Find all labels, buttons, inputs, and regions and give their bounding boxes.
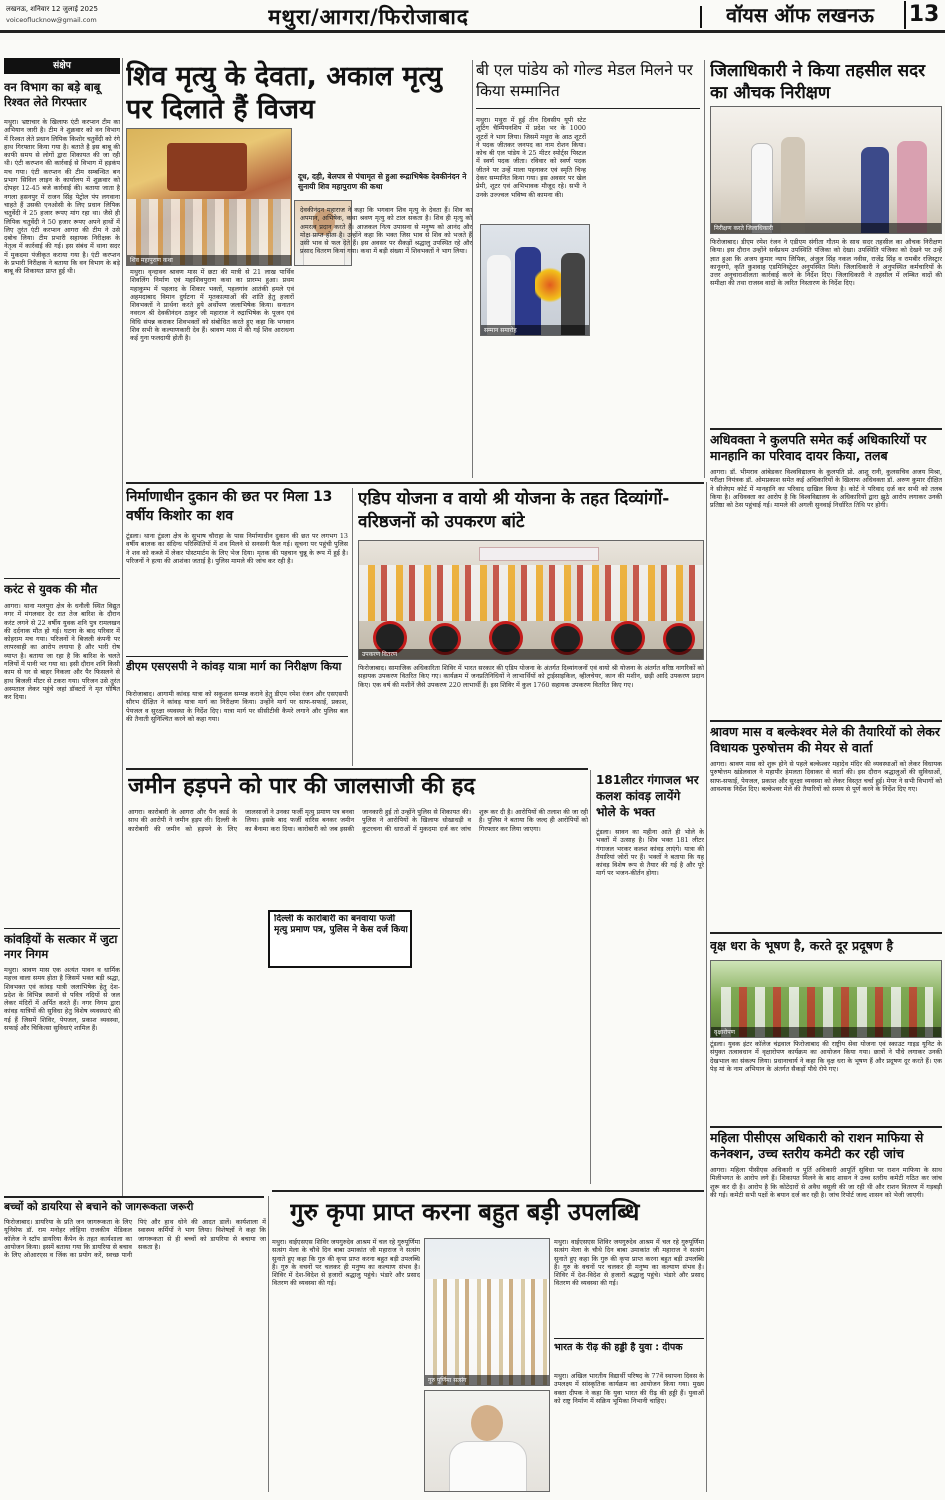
guru-left-rule (268, 1196, 269, 1492)
pandey-photo-caption: सम्मान समारोह (481, 325, 589, 335)
brief2-headline: करंट से युवक की मौत (4, 582, 98, 596)
youth-headline: भारत के रीढ़ की हड्डी है युवा : दीपक (554, 1342, 683, 1353)
pcs-headline: महिला पीसीएस अधिकारी को राशन माफिया से कनेक्शन, उच्च स्तरीय कमेटी कर रही जांच (710, 1130, 924, 1161)
fraud-headline: जमीन हड़पने को पार की जालसाजी की हद (128, 774, 476, 799)
lead-body-1: मथुरा। वृन्दावन श्रावण मास में छटा की मात्री से 21 लाख पार्थिव शिवलिंग निर्माण एवं महाशिवपुराण कथा का प्रारम्भ हुआ। प्रथम महाकुम्भ में पहलाद के शिकार भक्तों, पहलगांव आतंकी हमले एवं अहमदाबाद विमान दुर्घटना में मृतकात्माओं की शांति हेतु हजारों शिवभक्तों ने प्रार्थना करते हुये अर्थोपण जलाभिषेक किया। सनातन नवरत्न श्री देवकीनंदन ठाकुर जी महाराज ने रुद्राभिषेक के पूजन एवं विधि संपन्न कराकर शिवभक्तों को संबोधित करते हुए कहा कि भगवान शिव सभी के कल्याणकारी देव हैं। श्रावण मास में की गई शिव आराधना कई गुना फलदायी होती है। (130, 268, 294, 343)
middle-band-rule (126, 482, 704, 484)
sidebar-divider-2 (4, 928, 120, 929)
tree-bottom-rule (710, 1126, 942, 1128)
dm-headline: जिलाधिकारी ने किया तहसील सदर का औचक निरीक्षण (710, 61, 926, 103)
dm-photo-caption: निरीक्षण करते जिलाधिकारी (711, 223, 941, 233)
tree-photo (710, 960, 942, 1038)
lead-photo-caption: शिव महापुराण कथा (127, 255, 291, 265)
person-3 (561, 253, 585, 336)
gangajal-headline: 181लीटर गंगाजल भर कलश कांवड़ लायेंगे भोले के भक्त (596, 773, 699, 819)
guru-headline: गुरु कृपा प्राप्त करना बहुत बड़ी उपलब्धि (290, 1198, 640, 1226)
guru-body: मथुरा। वाईएसएस शिविर जयगुरुदेव आश्रम में चल रहे गुरुपूर्णिमा सत्संग मेला के चौथे दिन बाबा उमाकांत जी महाराज ने सत्संग सुनाते हुए कहा कि गुरु की कृपा प्राप्त करना बहुत बड़ी उपलब्धि है। गुरु के वचनों पर चलकर ही मनुष्य का कल्याण संभव है। शिविर में देश-विदेश से हजारों श्रद्धालु पहुंचे। भंडारे और प्रसाद वितरण की व्यवस्था की गई। (272, 1238, 420, 1288)
lead-photo (126, 128, 292, 266)
pandey-rule (476, 108, 700, 109)
brief3-body: मथुरा। श्रावण मास एक अत्यंत पावन व धार्मिक महत्त्व वाला समय होता है जिसमें भक्त बड़ी श्रद्धा, शिवभक्त एवं कांवड़ यात्री जलाभिषेक हेतु देश-प्रदेश के विभिन्न स्थानों से पवित्र नदियों से जल लेकर मंदिरों में अर्पित करते हैं। नगर निगम द्वारा कांवड़ यात्रियों की सुविधा हेतु विशेष व्यवस्थाएं की गई हैं जिसमें शिविर, पेयजल, प्रकाश व्यवस्था, सफाई और चिकित्सा सुविधाएं शामिल हैं। (4, 966, 120, 1033)
brief1-body: मथुरा। भ्रष्टाचार के खिलाफ एंटी करप्शन टीम का अभियान जारी है। टीम ने शुक्रवार को वन विभाग में रिश्वत लेते प्रधान लिपिक किशोर चतुर्वेदी को रंगे हाथ गिरफ्तार किया गया है। बताते है इस बाबू की काफी समय से लोगों द्वारा शिकायत की जा रही थी। एंटी करप्शन की कार्रवाई से विभाग में हड़कंप मच गया। एंटी करप्शन की टीम सम्बन्धित बन प्रभाग सिविल लाइन के कार्यालय में शुक्रवार को दोपहर 12-45 बजे कार्रवाई की। बताया जाता है नगला हसनपुर में राजन सिंह पेट्रोल पंप लगवाना चाहते हैं उसकी एनओसी के लिए प्रधान लिपिक चतुर्वेदी ने 25 हजार रूपए मांग रहा था। जैसे ही लिपिक चतुर्वेदी ने 50 हजार रूपए अपने हाथों में लिए तुरंत एंटी करप्शन आगरा की टीम ने उसे दबोच लिया। टीम प्रभारी सहायक निरीक्षक के नेतृत्व में कार्रवाई की गई। इस संबंध में थाना सदर में मुकदमा पंजीकृत कराया गया है। एंटी करप्शन के प्रभारी निरीक्षक ने बताया कि वन विभाग के बड़े बाबू की शिकायत प्राप्त हुई थी। (4, 118, 120, 276)
adip-photo (358, 540, 704, 660)
vc-body: आगरा। डॉ. भीमराव आंबेडकर विश्वविद्यालय के कुलपति प्रो. आशु रानी, कुलसचिव अजय मिश्रा, परीक्षा नियंत्रक डॉ. ओमप्रकाश समेत कई अधिकारियों के खिलाफ अधिवक्ता डॉ. अरुण कुमार दीक्षित ने सीजेएम कोर्ट में मानहानि का परिवाद दाखिल किया है। कोर्ट ने परिवाद दर्ज कर सभी को तलब किया है। अधिवक्ता का आरोप है कि विश्वविद्यालय के अधिकारियों द्वारा झूठे आरोप लगाकर उनकी प्रतिष्ठा को ठेस पहुंचाई गई। मामले की अगली सुनवाई निर्धारित तिथि पर होगी। (710, 468, 942, 510)
adip-photo-caption: उपकरण वितरण (359, 649, 703, 659)
guru-head (471, 1405, 503, 1441)
dm-photo (710, 106, 942, 234)
youth-top-rule (554, 1338, 704, 1339)
guru-shawl (449, 1441, 527, 1492)
email: voiceoflucknow@gmail.com (6, 16, 97, 24)
dm-person-2 (781, 137, 805, 234)
vc-bottom-rule (710, 720, 942, 722)
lead-col-rule (472, 60, 473, 478)
paper-name: वॉयस ऑफ लखनऊ (726, 3, 874, 27)
dateline: लखनऊ, शनिवार 12 जुलाई 2025 (6, 5, 98, 13)
right-col-rule (706, 482, 707, 1492)
gangajal-body: टूंडला। सावन का महीना आते ही भोले के भक्तों में उत्साह है। शिव भक्त 181 लीटर गंगाजल भरकर कलश कांवड़ लाएंगे। यात्रा की तैयारियां जोरों पर हैं। भक्तों ने बताया कि यह कांवड़ विशेष रूप से तैयार की गई है और पूरे मार्ग पर भजन-कीर्तन होगा। (596, 828, 704, 878)
guru-photo (424, 1238, 550, 1386)
page-number: 13 (904, 1, 942, 29)
crowd (359, 565, 704, 621)
sidebar-divider-1 (4, 578, 120, 579)
gangajal-rule (590, 770, 591, 1184)
person-1 (487, 255, 511, 336)
pandey-col-rule (704, 60, 705, 478)
brief1-headline: वन विभाग का बड़े बाबू रिश्वत लेते गिरफ्तार (4, 80, 101, 109)
dm-person-3 (861, 147, 889, 234)
stage-shape (167, 143, 247, 191)
lead-subhead: दूध, दही, बेलपत्र से पंचामृत से हुआ रूद्राभिषेक देवकीनंदन ने सुनायी शिव महापुराण की कथा (298, 172, 467, 191)
fraud-body: आगरा। कारोबारी के आगरा और पैन कार्ड के साथ की आरोपी ने जमीन हड़प ली। दिल्ली के कारोबारी की जमीन को हड़पने के लिए जालसाजों ने उनका फर्जी मृत्यु प्रमाण पत्र बनवा लिया। इसके बाद फर्जी वारिस बनकर जमीन का बैनामा करा दिया। कारोबारी को जब इसकी जानकारी हुई तो उन्होंने पुलिस से शिकायत की। पुलिस ने आरोपियों के खिलाफ धोखाधड़ी व कूटरचना की धाराओं में मुकदमा दर्ज कर जांच शुरू कर दी है। आरोपियों की तलाश की जा रही है। पुलिस ने बताया कि जल्द ही आरोपियों को गिरफ्तार कर लिया जाएगा। (128, 808, 588, 833)
guru-side-body: मथुरा। वाईएसएस शिविर जयगुरुदेव आश्रम में चल रहे गुरुपूर्णिमा सत्संग मेला के चौथे दिन बाबा उमाकांत जी महाराज ने सत्संग सुनाते हुए कहा कि गुरु की कृपा प्राप्त करना बहुत बड़ी उपलब्धि है। गुरु के वचनों पर चलकर ही मनुष्य का कल्याण संभव है। शिविर में देश-विदेश से हजारों श्रद्धालु पहुंचे। भंडारे और प्रसाद वितरण की व्यवस्था की गई। (554, 1238, 704, 1288)
vc-headline: अधिवक्ता ने कुलपति समेत कई अधिकारियों पर मानहानि का परिवाद दायर किया, तलब (710, 432, 927, 463)
sidebar-rule (122, 58, 123, 1198)
devotees (425, 1279, 550, 1386)
banner (479, 547, 599, 561)
shop-body: टूंडला। थाना टूंडला क्षेत्र के सुभाष चौराहा के पास निर्माणाधीन दुकान की छत पर लगभग 13 वर्षीय बालक का संदिग्ध परिस्थितियों में शव मिलने से सनसनी फैल गई। सूचना पर पहुंची पुलिस ने शव को कब्जे में लेकर पोस्टमार्टम के लिए भेज दिया। मृतक की पहचान चुन्नू के रूप में हुई है। परिजनों ने हत्या की आशंका जताई है। पुलिस मामले की जांच कर रही है। (126, 532, 348, 565)
masthead-rule (0, 30, 945, 33)
adip-headline: एडिप योजना व वायो श्री योजना के तहत दिव्यांगों-वरिष्ठजनों को उपकरण बांटे (358, 489, 670, 532)
diary-body: फिरोजाबाद। डायरिया के प्रति जन जागरूकता के लिए यूनिसेफ डॉ. राम मनोहर लोहिया राजकीय मेडिकल कॉलेज ने स्टॉप डायरिया कैंपेन के तहत कार्यशाला का आयोजन किया। इसमें बताया गया कि डायरिया से बचाव के लिए ओआरएस व जिंक का प्रयोग करें, स्वच्छ पानी पिएं और हाथ धोने की आदत डालें। कार्यशाला में स्वास्थ्य कर्मियों ने भाग लिया। विशेषज्ञों ने कहा कि जागरूकता से ही बच्चों को डायरिया से बचाया जा सकता है। (4, 1218, 266, 1260)
guru-portrait (424, 1390, 550, 1492)
guru-photo-caption: गुरु पूर्णिमा सत्संग (425, 1375, 549, 1385)
brief2-body: आगरा। थाना मलपुरा क्षेत्र के धनौली स्थित विद्युत नगर में मंगलवार देर रात तेज बारिश के दौरान करंट लगने से 22 वर्षीय युवक शनि पुत्र रामलखन की दर्दनाक मौत हो गई। घटना के बाद परिवार में कोहराम मच गया। परिजनों ने बिजली कंपनी पर लापरवाही का आरोप लगाया है और भारी रोष व्याप्त है। बताया जा रहा है कि बारिश के चलते गलियों में पानी भर गया था। इसी दौरान शनि किसी काम से घर से बाहर निकला और पैर फिसलने से हाथ बिजली मीटर से टकरा गया। परिजन उसे तुरंत अस्पताल लेकर पहुंचे जहां डॉक्टरों ने मृत घोषित कर दिया। (4, 602, 120, 702)
middle-col-rule (352, 488, 353, 766)
pcs-body: आगरा। महिला पीसीएस अधिकारी व पूर्ति अधिकारी आपूर्ति सुविधा पर राशन माफिया के साथ मिलीभगत के आरोप लगे हैं। शिकायत मिलने के बाद शासन ने उच्च स्तरीय कमेटी गठित कर जांच शुरू कर दी है। आरोप है कि कोटेदारों से अवैध वसूली की जा रही थी और राशन वितरण में गड़बड़ी की गई। कमेटी सभी पक्षों के बयान दर्ज कर रही है। जांच रिपोर्ट जल्द शासन को भेजी जाएगी। (710, 1166, 942, 1199)
shop-headline: निर्माणाधीन दुकान की छत पर मिला 13 वर्षीय किशोर का शव (126, 489, 333, 524)
lead-headline: शिव मृत्यु के देवता, अकाल मृत्यु पर दिलाते हैं विजय (126, 61, 443, 125)
tree-headline: वृक्ष धरा के भूषण है, करते दूर प्रदूषण है (710, 938, 894, 953)
pandey-body: मथुरा। मथुरा में हुई तीन दिवसीय यूपी स्टेट शूटिंग चैम्पियनशिप में प्रदेश भर के 1000 शूटरों ने भाग लिया। जिसमें मथुरा के आठ शूटरों ने पदक जीतकर जनपद का नाम रोशन किया। कोच बी एल पांडेय ने 25 मीटर स्पोर्ट्स पिस्टल में स्वर्ण पदक जीता। रविवार को स्वर्ण पदक जीतने पर उन्हें माला पहनाकर एवं स्मृति चिन्ह देकर सम्मानित किया गया। इस अवसर पर खेल प्रेमी, शूटर एवं अभिभावक मौजूद रहे। सभी ने उनके उज्ज्वल भविष्य की कामना की। (476, 116, 586, 199)
section-title: मथुरा/आगरा/फिरोजाबाद (268, 5, 469, 29)
tree-photo-caption: वृक्षारोपण (711, 1027, 941, 1037)
masthead-divider (700, 6, 702, 28)
fraud-inset-text: दिल्ली के कारोबारी का बनवाया फर्जी मृत्यु प्रमाण पत्र, पुलिस ने केस दर्ज किया (274, 914, 408, 935)
shravan-bottom-rule (710, 932, 942, 934)
dm-kanwar-headline: डीएम एसएसपी ने कांवड़ यात्रा मार्ग का निरीक्षण किया (126, 660, 342, 673)
dm-person-1 (751, 143, 773, 234)
lead-body-2: देवकीनंदन महाराज ने कहा कि भगवान शिव मृत्यु के देवता हैं। शिव का अपमान, अभिषेक, कथा श्रवण मृत्यु को टाल सकता है। शिव ही मृत्यु को अमरत्व प्रदान करते हैं। आजकल नित्य उपासना से मनुष्य को आनंद और मोक्ष प्राप्त होता है। उन्होंने कहा कि भक्त जिस भाव से शिव को भजते हैं उसी भाव से फल देते हैं। इस अवसर पर सैकड़ों श्रद्धालु उपस्थित रहे और प्रसाद वितरण किया गया। कथा में बड़ी संख्या में शिवभक्तों ने भाग लिया। (300, 206, 472, 256)
shravan-body: आगरा। श्रावण मास को शुरू होने से पहले बल्केश्वर महादेव मंदिर की व्यवस्थाओं को लेकर विधायक पुरुषोत्तम खंडेलवाल ने महापौर हेमलता दिवाकर से वार्ता की। इस दौरान श्रद्धालुओं की सुविधाओं, साफ-सफाई, पेयजल, प्रकाश और सुरक्षा व्यवस्था को लेकर विस्तृत चर्चा हुई। मेयर ने सभी विभागों को आवश्यक निर्देश दिए। बल्केश्वर मेले की तैयारियों को समय से पूर्ण करने के निर्देश दिए गए। (710, 760, 942, 793)
shop-bottom-rule (126, 656, 348, 657)
dm-person-4 (897, 141, 927, 234)
adip-body: फिरोजाबाद। सामाजिक अधिकारिता शिविर में भारत सरकार की एडिप योजना के अंतर्गत दिव्यांगजनों एवं वायो श्री योजना के अंतर्गत वरिष्ठ नागरिकों को सहायक उपकरण वितरित किए गए। कार्यक्रम में जनप्रतिनिधियों ने लाभार्थियों को ट्राईसाइकिल, व्हीलचेयर, कान की मशीन, छड़ी आदि उपकरण प्रदान किए। एक वर्ष की मशीनें जैसे उपकरण 220 लाभार्थी हैं। इस शिविर में कुल 1760 सहायक उपकरण वितरित किए गए। (358, 664, 704, 689)
masthead (0, 0, 945, 46)
youth-body: मथुरा। अखिल भारतीय विद्यार्थी परिषद के 77वें स्थापना दिवस के उपलक्ष्य में सांस्कृतिक कार्यक्रम का आयोजन किया गया। मुख्य वक्ता दीपक ने कहा कि युवा भारत की रीढ़ की हड्डी हैं। युवाओं को राष्ट्र निर्माण में सक्रिय भूमिका निभानी चाहिए। (554, 1372, 704, 1405)
diary-headline: बच्चों को डायरिया से बचाने को जागरूकता जरूरी (4, 1201, 194, 1213)
dm-bottom-rule (710, 428, 942, 430)
diary-top-rule (4, 1196, 264, 1198)
pandey-headline: बी एल पांडेय को गोल्ड मेडल मिलने पर किया सम्मानित (476, 61, 693, 100)
dm-body: फिरोजाबाद। डीएम रमेश रंजन ने एडीएम संगीता गौतम के साथ सदर तहसील का औचक निरीक्षण किया। इस दौरान उन्होंने सर्वप्रथम उपस्थिति पंजिका को देखा। उपस्थिति पंजिका को देखने पर उन्हें ज्ञात हुआ कि अजय कुमार न्याय लिपिक, अंजुल सिंह नकल नवीस, राजेंद्र सिंह व रामबीर रजिस्ट्रार कानूनगो, कृति कुशवाह एडमिनिस्ट्रेटर अनुपस्थित मिले। जिलाधिकारी ने अनुपस्थित कर्मचारियों के उत्तर अनुचाराशीलता कार्रवाई करने के निर्देश दिए। जिलाधिकारी ने तहसील में लम्बित वादों की समीक्षा की तथा राजस्व वादों के त्वरित निस्तारण के निर्देश दिए। (710, 238, 942, 288)
fraud-top-rule (126, 768, 588, 770)
brief3-headline: कांवड़ियों के सत्कार में जुटा नगर निगम (4, 932, 118, 961)
dm-kanwar-body: फिरोजाबाद। आगामी कांवड़ यात्रा को सकुशल सम्पन्न कराने हेतु डीएम रमेश रंजन और एसएसपी सौरभ दीक्षित ने कांवड़ यात्रा मार्ग का निरीक्षण किया। उन्होंने मार्ग पर साफ-सफाई, प्रकाश, पेयजल व सुरक्षा व्यवस्था के निर्देश दिए। यात्रा मार्ग पर सीसीटीवी कैमरे लगाने और पुलिस बल की तैनाती सुनिश्चित करने को कहा गया। (126, 690, 348, 723)
sidebar-label: संक्षेप (4, 58, 120, 74)
shravan-headline: श्रावण मास व बल्केश्वर मेले की तैयारियों को लेकर विधायक पुरुषोत्तम की मेयर से वार्ता (710, 724, 941, 755)
tree-body: टूंडला। युवक इंटर कॉलेज चंद्रवाल फिरोजाबाद की राष्ट्रीय सेवा योजना एवं स्काउट गाइड यूनिट के संयुक्त तत्वावधान में वृक्षारोपण कार्यक्रम का आयोजन किया गया। छात्रों ने पौधे लगाकर उनकी देखभाल का संकल्प लिया। प्रधानाचार्य ने कहा कि वृक्ष धरा के भूषण हैं और प्रदूषण दूर करते हैं। एक पेड़ मां के नाम अभियान के अंतर्गत सैकड़ों पौधे रोपे गए। (710, 1040, 942, 1073)
guru-top-rule (272, 1190, 704, 1192)
pandey-photo (480, 224, 590, 336)
